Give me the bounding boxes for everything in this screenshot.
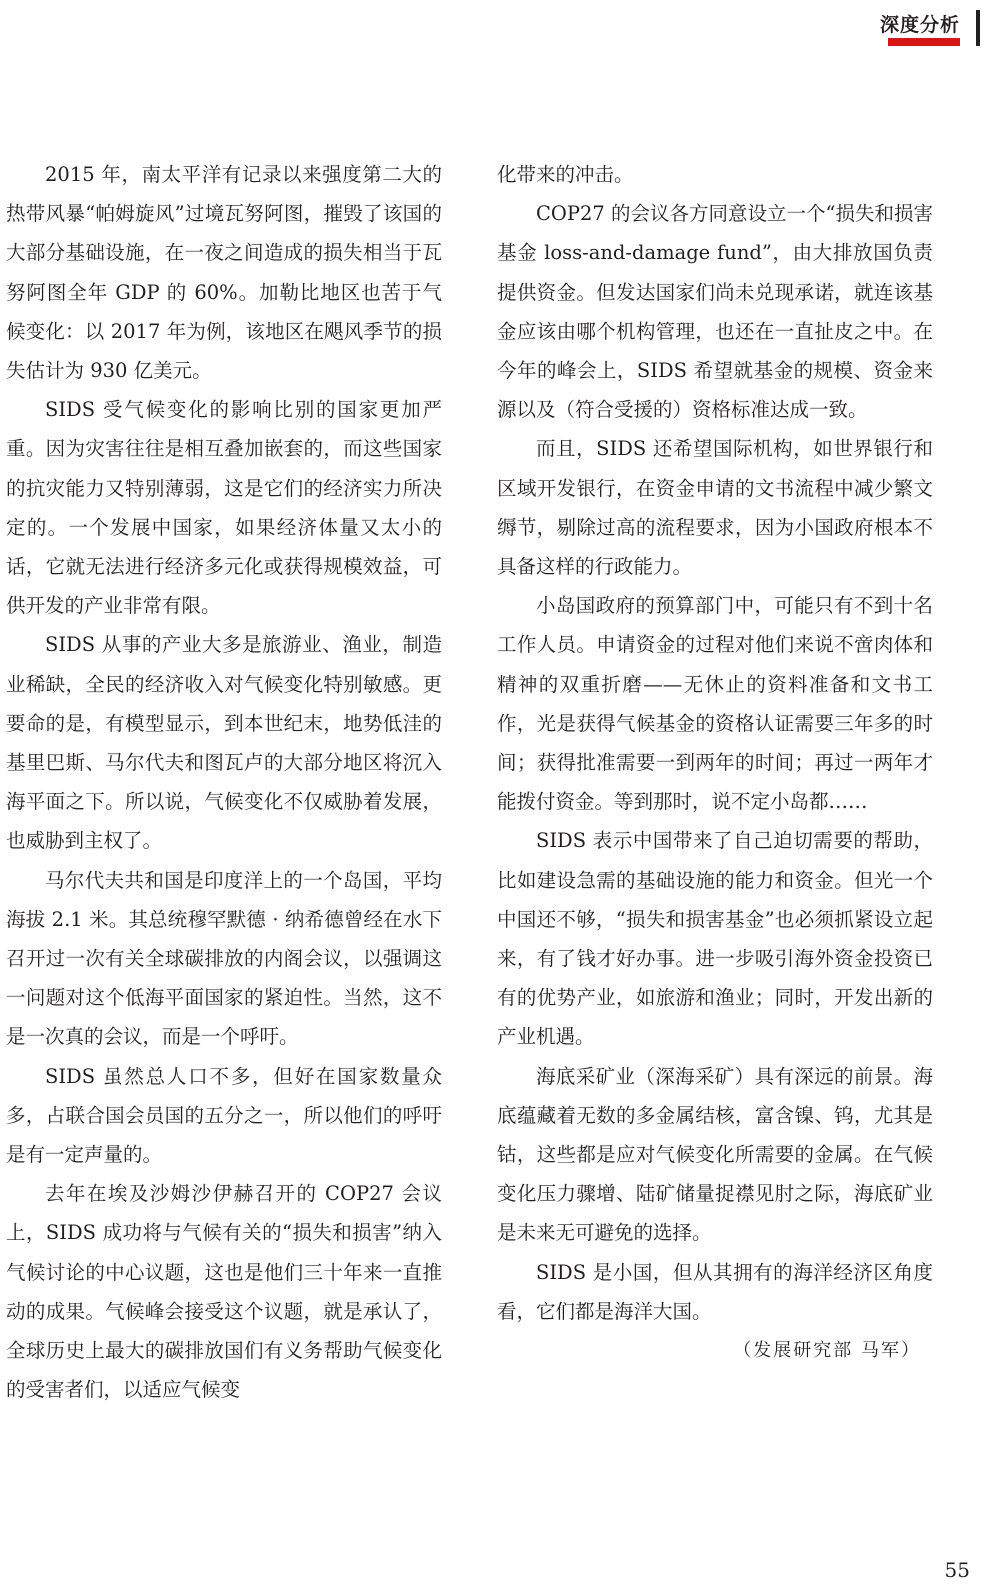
- section-accent-bar: [888, 38, 960, 46]
- section-header: [850, 10, 980, 50]
- paragraph: SIDS 是小国，但从其拥有的海洋经济区角度看，它们都是海洋大国。: [497, 1260, 933, 1323]
- paragraph: 马尔代夫共和国是印度洋上的一个岛国，平均海拔 2.1 米。其总统穆罕默德 · 纳希德曾经在水下召开过一次有关全球碳排放的内阁会议，以强调这一问题对这个低海平面国家的紧迫性。当然，这不是一次真的会议，而是一个呼吁。: [6, 868, 442, 1049]
- author-byline: （发展研究部 马军）: [733, 1340, 921, 1362]
- paragraph: 去年在埃及沙姆沙伊赫召开的 COP27 会议上，SIDS 成功将与气候有关的“损失和损害”纳入气候讨论的中心议题，这也是他们三十年来一直推动的成果。气候峰会接受这个议题，就是承认了，全球历史上最大的碳排放国们有义务帮助气候变化的受害者们，以适应气候变: [6, 1182, 442, 1402]
- page-number: 55: [944, 1558, 970, 1582]
- section-divider-line: [976, 10, 980, 46]
- paragraph-continuation: 化带来的冲击。: [497, 163, 634, 186]
- paragraph: 海底采矿业（深海采矿）具有深远的前景。海底蕴藏着无数的多金属结核，富含镍、钨，尤其是钴，这些都是应对气候变化所需要的金属。在气候变化压力骤增、陆矿储量捉襟见肘之际，海底矿业是未来无可避免的选择。: [497, 1064, 933, 1245]
- section-title: 深度分析: [879, 14, 960, 36]
- paragraph: SIDS 从事的产业大多是旅游业、渔业，制造业稀缺，全民的经济收入对气候变化特别敏感。更要命的是，有模型显示，到本世纪末，地势低洼的基里巴斯、马尔代夫和图瓦卢的大部分地区将沉入海平面之下。所以说，气候变化不仅威胁着发展，也威胁到主权了。: [6, 633, 442, 853]
- paragraph: COP27 的会议各方同意设立一个“损失和损害基金 loss-and-damage fund”，由大排放国负责提供资金。但发达国家们尚未兑现承诺，就连该基金应该由哪个机构管理，也还在一直扯皮之中。在今年的峰会上，SIDS 希望就基金的规模、资金来源以及（符合受援的）资格标准达成一致。: [497, 202, 934, 422]
- paragraph: SIDS 表示中国带来了自己迫切需要的帮助，比如建设急需的基础设施的能力和资金。但光一个中国还不够，“损失和损害基金”也必须抓紧设立起来，有了钱才好办事。进一步吸引海外资金投资已有的优势产业，如旅游和渔业；同时，开发出新的产业机遇。: [497, 829, 933, 1049]
- right-column: [497, 155, 933, 1370]
- paragraph: 小岛国政府的预算部门中，可能只有不到十名工作人员。申请资金的过程对他们来说不啻肉体和精神的双重折磨——无休止的资料准备和文书工作，光是获得气候基金的资格认证需要三年多的时间；获得批准需要一到两年的时间；再过一两年才能拨付资金。等到那时，说不定小岛都……: [497, 594, 933, 814]
- left-column: [6, 155, 442, 1410]
- paragraph: SIDS 受气候变化的影响比别的国家更加严重。因为灾害往往是相互叠加嵌套的，而这些国家的抗灾能力又特别薄弱，这是它们的经济实力所决定的。一个发展中国家，如果经济体量又太小的话，它就无法进行经济多元化或获得规模效益，可供开发的产业非常有限。: [6, 398, 442, 618]
- paragraph: 2015 年，南太平洋有记录以来强度第二大的热带风暴“帕姆旋风”过境瓦努阿图，摧毁了该国的大部分基础设施，在一夜之间造成的损失相当于瓦努阿图全年 GDP 的 60%。加勒比地区也苦于气候变化：以 2017 年为例，该地区在飓风季节的损失估计为 930 亿美元。: [6, 163, 442, 383]
- paragraph: 而且，SIDS 还希望国际机构，如世界银行和区域开发银行，在资金申请的文书流程中减少繁文缛节，剔除过高的流程要求，因为小国政府根本不具备这样的行政能力。: [497, 437, 933, 579]
- paragraph: SIDS 虽然总人口不多，但好在国家数量众多，占联合国会员国的五分之一，所以他们的呼吁是有一定声量的。: [6, 1064, 442, 1167]
